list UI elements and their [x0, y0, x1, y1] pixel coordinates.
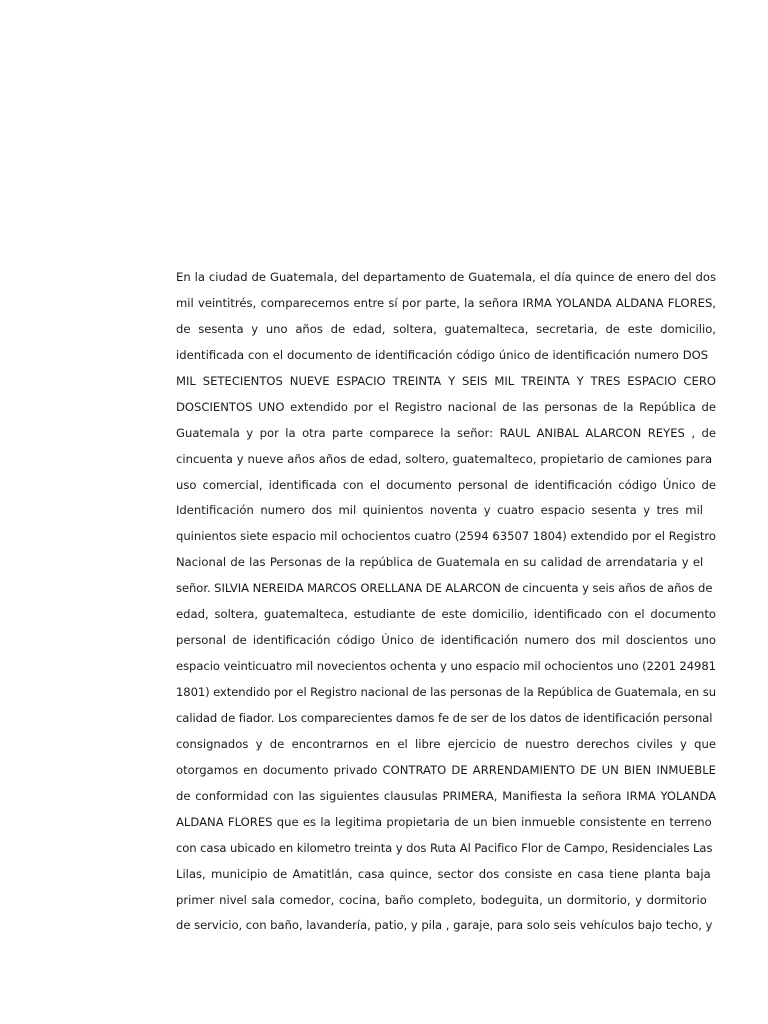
text-line: Nacional de las Personas de la república de Guatemala en su calidad de arrendataria y el — [176, 555, 704, 570]
contract-body-text — [176, 265, 716, 939]
text-line: Guatemala y por la otra parte comparece la señor: RAUL ANIBAL ALARCON REYES , de — [176, 425, 716, 440]
text-line: consignados y de encontrarnos en el libre ejercicio de nuestro derechos civiles y que — [176, 736, 716, 751]
text-line: DOSCIENTOS UNO extendido por el Registro nacional de las personas de la República de — [176, 399, 716, 414]
text-line: Identificación numero dos mil quinientos noventa y cuatro espacio sesenta y tres mil — [176, 503, 704, 518]
text-line: MIL SETECIENTOS NUEVE ESPACIO TREINTA Y SEIS MIL TREINTA Y TRES ESPACIO CERO — [176, 373, 716, 388]
text-line: de sesenta y uno años de edad, soltera, guatemalteca, secretaria, de este domicilio, — [176, 321, 716, 336]
text-line: señor. SILVIA NEREIDA MARCOS ORELLANA DE ALARCON de cincuenta y seis años de años de — [176, 581, 713, 596]
text-line: de servicio, con baño, lavandería, patio, y pila , garaje, para solo seis vehículos bajo techo, y — [176, 918, 713, 933]
text-line: personal de identificación código Único de identificación numero dos mil doscientos uno — [176, 633, 716, 648]
text-line: calidad de fiador. Los comparecientes damos fe de ser de los datos de identificación personal — [176, 710, 713, 725]
text-line: Lilas, municipio de Amatitlán, casa quince, sector dos consiste en casa tiene planta baja — [176, 866, 711, 881]
text-line: mil veintitrés, comparecemos entre sí por parte, la señora IRMA YOLANDA ALDANA FLORES, — [176, 295, 716, 310]
text-line: En la ciudad de Guatemala, del departamento de Guatemala, el día quince de enero del dos — [176, 270, 716, 284]
text-line: 1801) extendido por el Registro nacional de las personas de la República de Guatemala, en su — [176, 685, 716, 699]
text-line: uso comercial, identificada con el documento personal de identificación código Único de — [176, 477, 716, 492]
text-line: con casa ubicado en kilometro treinta y dos Ruta Al Pacifico Flor de Campo, Residenciales Las — [176, 840, 713, 855]
text-line: espacio veinticuatro mil novecientos ochenta y uno espacio mil ochocientos uno (2201 24981 — [176, 659, 716, 674]
text-line: primer nivel sala comedor, cocina, baño completo, bodeguita, un dormitorio, y dormitorio — [176, 892, 707, 907]
text-line: ALDANA FLORES que es la legitima propietaria de un bien inmueble consistente en terreno — [176, 814, 712, 829]
text-line: identificada con el documento de identificación código único de identificación numero DOS — [176, 347, 709, 362]
text-line: otorgamos en documento privado CONTRATO DE ARRENDAMIENTO DE UN BIEN INMUEBLE — [176, 762, 716, 777]
text-line: quinientos siete espacio mil ochocientos cuatro (2594 63507 1804) extendido por el Registro — [176, 529, 716, 544]
text-line: cincuenta y nueve años años de edad, soltero, guatemalteco, propietario de camiones para — [176, 451, 713, 466]
text-line: edad, soltera, guatemalteca, estudiante de este domicilio, identificado con el documento — [176, 607, 716, 622]
text-line: de conformidad con las siguientes clausulas PRIMERA, Manifiesta la señora IRMA YOLANDA — [176, 788, 716, 803]
